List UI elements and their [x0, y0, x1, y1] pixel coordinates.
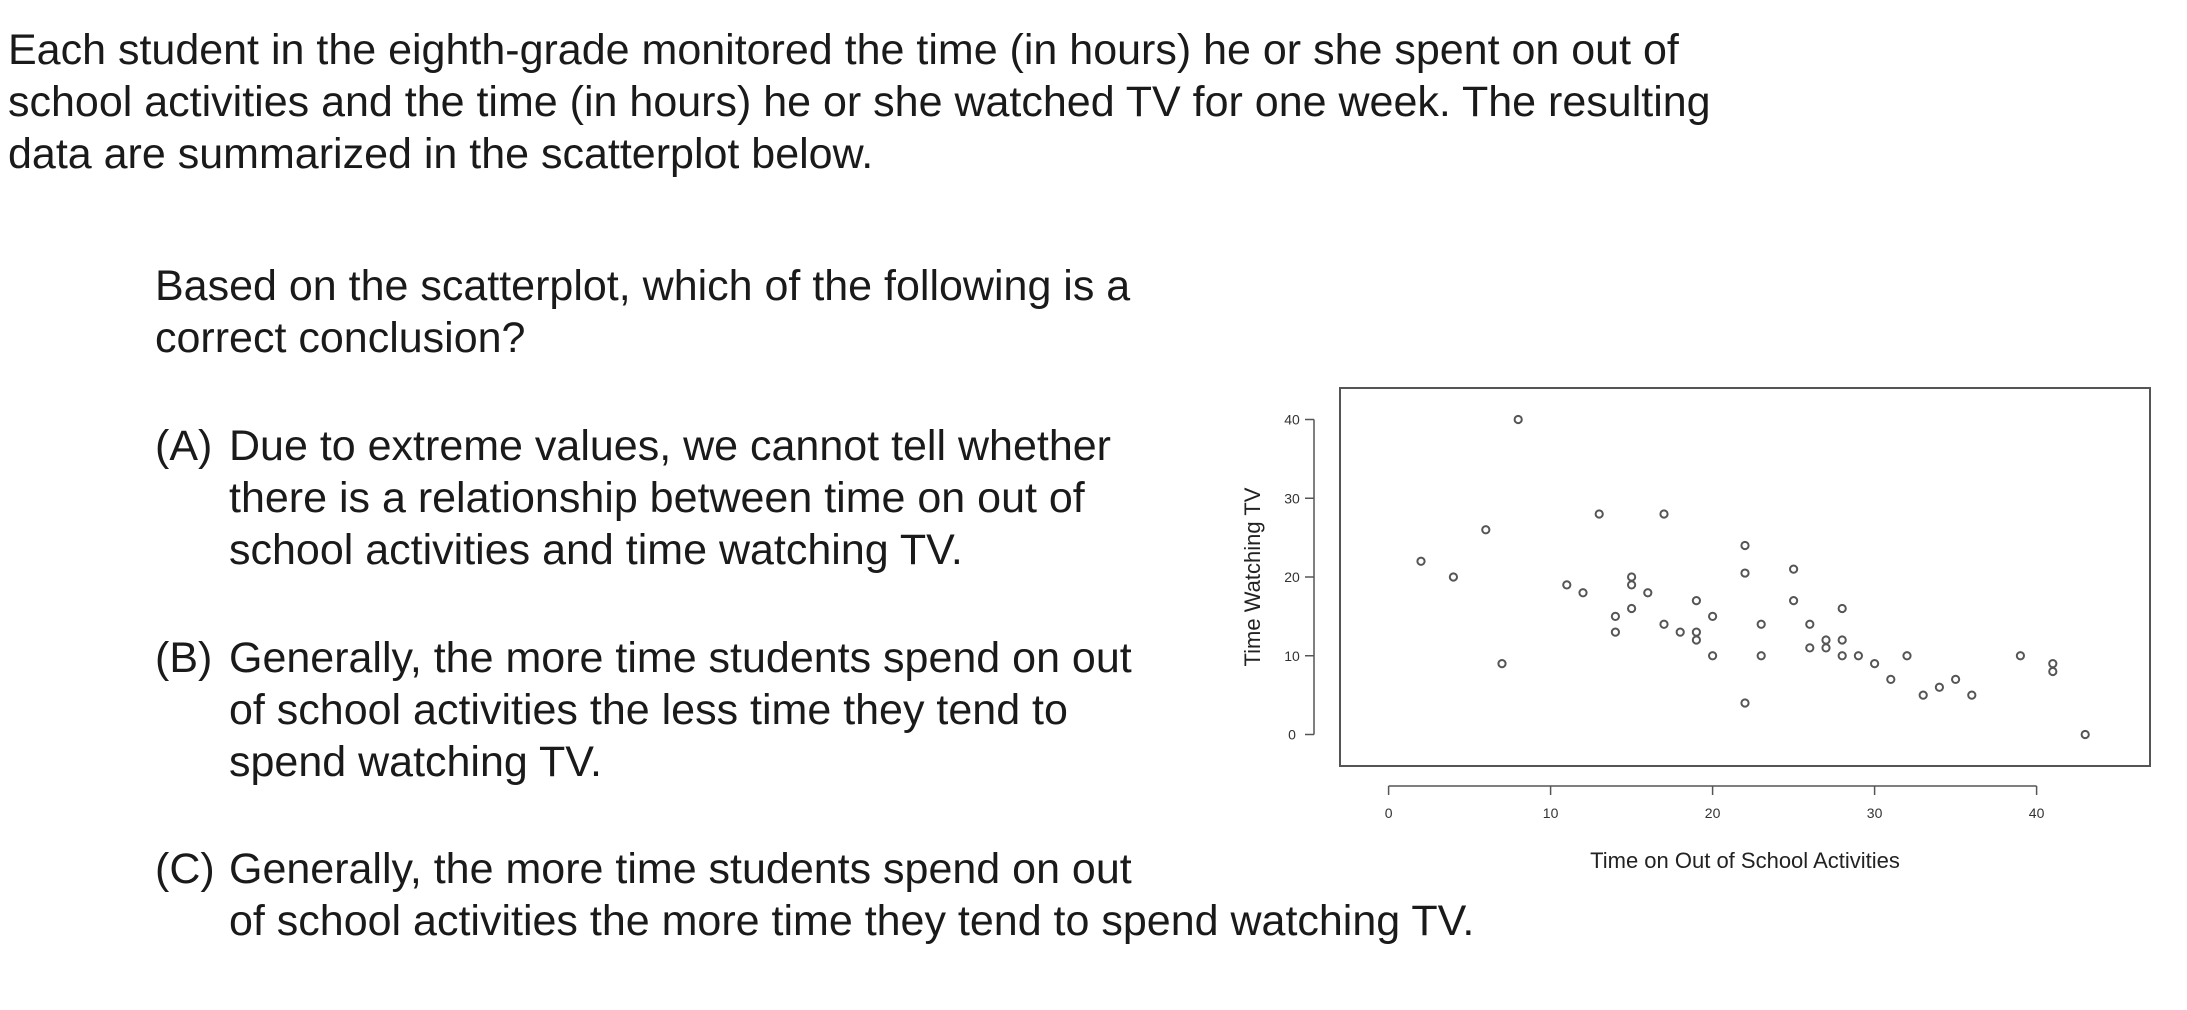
- data-point: [1417, 558, 1424, 565]
- x-tick-label: 30: [1866, 805, 1883, 821]
- option-a-letter: (A): [155, 422, 213, 470]
- data-point: [1806, 621, 1813, 628]
- question-line-1: Based on the scatterplot, which of the following is a: [155, 262, 1131, 310]
- data-point: [1579, 589, 1586, 596]
- data-point: [1612, 613, 1619, 620]
- data-point: [1450, 573, 1457, 580]
- data-point: [1612, 629, 1619, 636]
- data-point: [1871, 660, 1878, 667]
- option-a[interactable]: [155, 420, 1111, 576]
- x-axis: [1385, 786, 2045, 821]
- option-a-line-3: school activities and time watching TV.: [229, 526, 963, 574]
- intro-line-1: Each student in the eighth-grade monitored the time (in hours) he or she spent on out of: [8, 26, 1679, 74]
- option-c-letter: (C): [155, 845, 215, 893]
- option-b-line-1: Generally, the more time students spend on out: [229, 634, 1132, 682]
- data-point: [1839, 605, 1846, 612]
- data-point: [1709, 613, 1716, 620]
- data-point: [1644, 589, 1651, 596]
- data-point: [1758, 652, 1765, 659]
- x-axis-label: Time on Out of School Activities: [1590, 848, 1900, 873]
- y-axis-label: Time Watching TV: [1240, 487, 1265, 667]
- data-point: [1903, 652, 1910, 659]
- data-point: [1741, 542, 1748, 549]
- data-point: [1758, 621, 1765, 628]
- option-a-line-2: there is a relationship between time on out of: [229, 474, 1085, 522]
- option-b-letter: (B): [155, 634, 213, 682]
- question-prompt: [155, 260, 1130, 364]
- data-point: [2049, 668, 2056, 675]
- data-point: [1563, 581, 1570, 588]
- data-point: [1790, 566, 1797, 573]
- y-tick-label: 10: [1284, 647, 1300, 664]
- data-point: [1596, 510, 1603, 517]
- data-point: [2017, 652, 2024, 659]
- option-c-line-1: Generally, the more time students spend on out: [229, 845, 1132, 893]
- data-point: [1741, 569, 1748, 576]
- data-point: [1660, 621, 1667, 628]
- intro-line-2: school activities and the time (in hours) he or she watched TV for one week. The resulting: [8, 78, 1711, 126]
- data-point: [1693, 636, 1700, 643]
- data-point: [1660, 510, 1667, 517]
- data-point: [1693, 597, 1700, 604]
- scatterplot: [1230, 370, 2160, 880]
- data-point: [1839, 652, 1846, 659]
- data-point: [1968, 692, 1975, 699]
- data-point: [1839, 636, 1846, 643]
- data-point: [2082, 731, 2089, 738]
- option-b-line-3: spend watching TV.: [229, 738, 602, 786]
- data-point: [1693, 629, 1700, 636]
- data-point: [1790, 597, 1797, 604]
- option-a-line-1: Due to extreme values, we cannot tell whether: [229, 422, 1111, 470]
- data-point: [1515, 416, 1522, 423]
- data-point: [1498, 660, 1505, 667]
- y-tick-label: 0: [1288, 726, 1296, 743]
- data-point: [1709, 652, 1716, 659]
- data-points: [1417, 416, 2088, 738]
- intro-line-3: data are summarized in the scatterplot below.: [8, 130, 874, 178]
- data-point: [1677, 629, 1684, 636]
- data-point: [1920, 692, 1927, 699]
- data-point: [1806, 644, 1813, 651]
- intro-paragraph: [8, 24, 1711, 180]
- y-tick-label: 30: [1284, 490, 1300, 507]
- data-point: [1936, 684, 1943, 691]
- x-tick-label: 0: [1384, 805, 1393, 821]
- data-point: [1855, 652, 1862, 659]
- y-axis: [1284, 412, 1314, 743]
- data-point: [1628, 605, 1635, 612]
- x-tick-label: 40: [2028, 805, 2045, 821]
- data-point: [1952, 676, 1959, 683]
- question-line-2: correct conclusion?: [155, 314, 526, 362]
- option-c-line-2: of school activities the more time they tend to spend watching TV.: [229, 897, 1475, 945]
- data-point: [1628, 581, 1635, 588]
- data-point: [1482, 526, 1489, 533]
- data-point: [1628, 573, 1635, 580]
- x-tick-label: 10: [1542, 805, 1559, 821]
- y-tick-label: 40: [1284, 411, 1300, 428]
- data-point: [1822, 636, 1829, 643]
- data-point: [2049, 660, 2056, 667]
- data-point: [1887, 676, 1894, 683]
- option-b[interactable]: [155, 632, 1132, 788]
- option-b-line-2: of school activities the less time they tend to: [229, 686, 1068, 734]
- y-tick-label: 20: [1284, 569, 1300, 585]
- data-point: [1741, 699, 1748, 706]
- data-point: [1822, 644, 1829, 651]
- x-tick-label: 20: [1704, 805, 1721, 821]
